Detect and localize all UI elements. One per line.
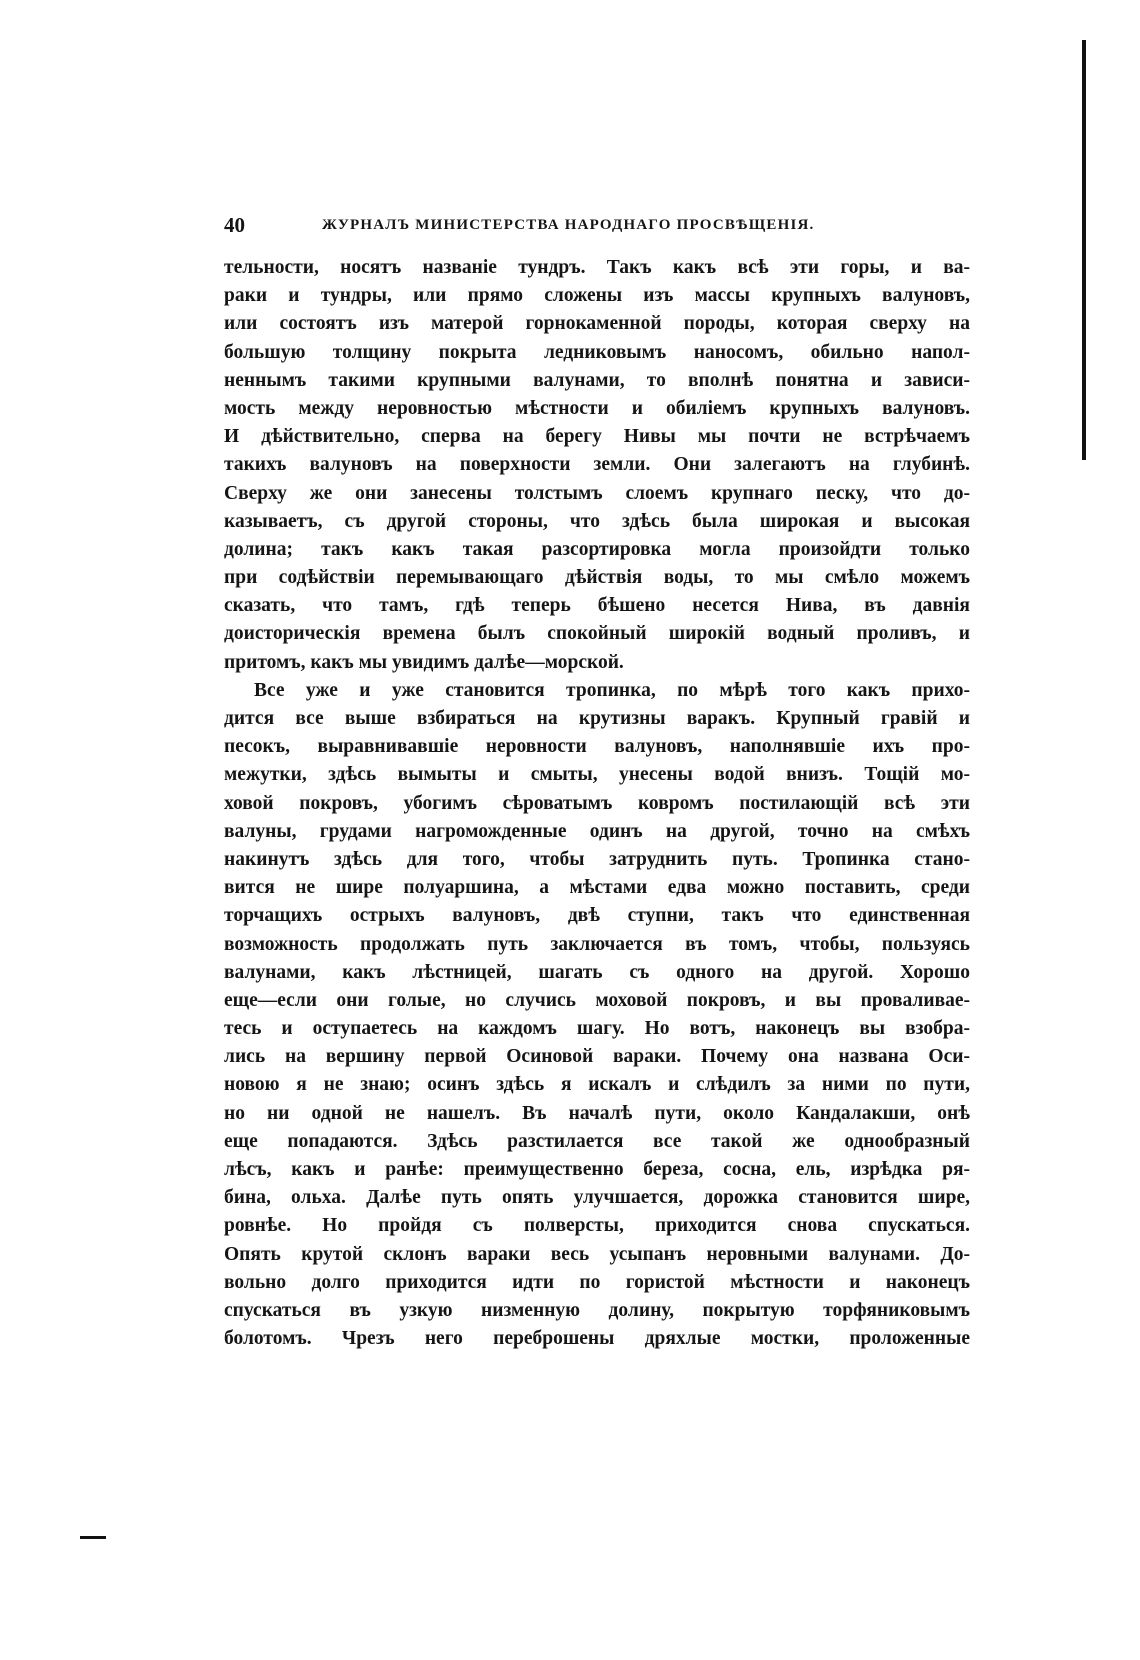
text-line: Все уже и уже становится тропинка, по мѣрѣ того какъ прихо- [254,679,970,701]
text-line: еще попадаются. Здѣсь разстилается все такой же однообразный [224,1130,970,1152]
text-line: лись на вершину первой Осиновой вараки. Почему она названа Оси- [224,1046,970,1068]
text-line: ховой покровъ, убогимъ сѣроватымъ ковромъ постилающій всѣ эти [224,792,970,814]
text-line: ровнѣе. Но пройдя съ полверсты, приходится снова спускаться. [224,1215,970,1237]
body-text [224,254,970,1353]
text-line: притомъ, какъ мы увидимъ далѣе—морской. [224,651,624,673]
text-line: Опять крутой склонъ вараки весь усыпанъ неровными валунами. До- [224,1243,970,1265]
text-line: мость между неровностью мѣстности и обиліемъ крупныхъ валуновъ. [224,397,970,419]
text-line: Сверху же они занесены толстымъ слоемъ крупнаго песку, что до- [224,482,970,504]
text-line: валуны, грудами нагроможденные одинъ на другой, точно на смѣхъ [224,820,970,842]
text-line: новою я не знаю; осинъ здѣсь я искалъ и слѣдилъ за ними по пути, [224,1074,970,1096]
text-line: накинутъ здѣсь для того, чтобы затруднить путь. Тропинка стано- [224,848,970,870]
text-line: И дѣйствительно, сперва на берегу Нивы мы почти не встрѣчаемъ [224,426,970,448]
running-head: ЖУРНАЛЪ МИНИСТЕРСТВА НАРОДНАГО ПРОСВѢЩЕНІЯ. [322,217,815,233]
text-line: такихъ валуновъ на поверхности земли. Они залегаютъ на глубинѣ. [224,454,970,476]
paragraph [224,254,970,677]
text-line: вольно долго приходится идти по гористой мѣстности и наконецъ [224,1271,970,1293]
text-line: при содѣйствіи перемывающаго дѣйствія воды, то мы смѣло можемъ [224,567,970,589]
text-line: неннымъ такими крупными валунами, то вполнѣ понятна и зависи- [224,369,970,391]
text-line: долина; такъ какъ такая разсортировка могла произойдти только [224,538,970,560]
text-line: доисторическія времена былъ спокойный широкій водный проливъ, и [224,623,970,645]
text-line: бина, ольха. Далѣе путь опять улучшается, дорожка становится шире, [224,1187,970,1209]
text-line: казываетъ, съ другой стороны, что здѣсь была широкая и высокая [224,510,970,532]
text-line: возможность продолжать путь заключается въ томъ, чтобы, пользуясь [224,933,970,955]
text-line: тесь и оступаетесь на каждомъ шагу. Но вотъ, наконецъ вы взобра- [224,1018,970,1040]
page-number: 40 [224,213,245,237]
text-line: но ни одной не нашелъ. Въ началѣ пути, около Кандалакши, онѣ [224,1102,970,1124]
text-line: валунами, какъ лѣстницей, шагать съ одного на другой. Хорошо [224,961,970,983]
text-line: песокъ, выравнивавшіе неровности валуновъ, наполнявшіе ихъ про- [224,736,970,758]
page-header [224,213,970,243]
text-line: лѣсъ, какъ и ранѣе: преимущественно береза, сосна, ель, изрѣдка ря- [224,1159,970,1180]
text-line: еще—если они голые, но случись моховой покровъ, и вы проваливае- [224,989,970,1011]
text-line: торчащихъ острыхъ валуновъ, двѣ ступни, такъ что единственная [224,905,970,927]
text-line: тельности, носятъ названіе тундръ. Такъ какъ всѣ эти горы, и ва- [224,257,970,278]
text-line: дится все выше взбираться на крутизны варакъ. Крупный гравій и [224,708,970,729]
text-line: или состоятъ изъ матерой горнокаменной породы, которая сверху на [224,313,970,335]
page-edge-line [1082,40,1086,460]
paragraph [224,677,970,1354]
text-line: раки и тундры, или прямо сложены изъ массы крупныхъ валуновъ, [224,285,970,307]
text-line: вится не шире полуаршина, а мѣстами едва можно поставить, среди [224,877,970,899]
margin-mark [80,1536,106,1539]
text-line: сказать, что тамъ, гдѣ теперь бѣшено несется Нива, въ давнія [224,595,970,617]
text-line: межутки, здѣсь вымыты и смыты, унесены водой внизъ. Тощій мо- [224,764,970,786]
text-line: большую толщину покрыта ледниковымъ наносомъ, обильно напол- [224,341,970,363]
text-line: спускаться въ узкую низменную долину, покрытую торфяниковымъ [224,1299,970,1321]
text-line: болотомъ. Чрезъ него переброшены дряхлые мостки, проложенные [224,1328,970,1350]
